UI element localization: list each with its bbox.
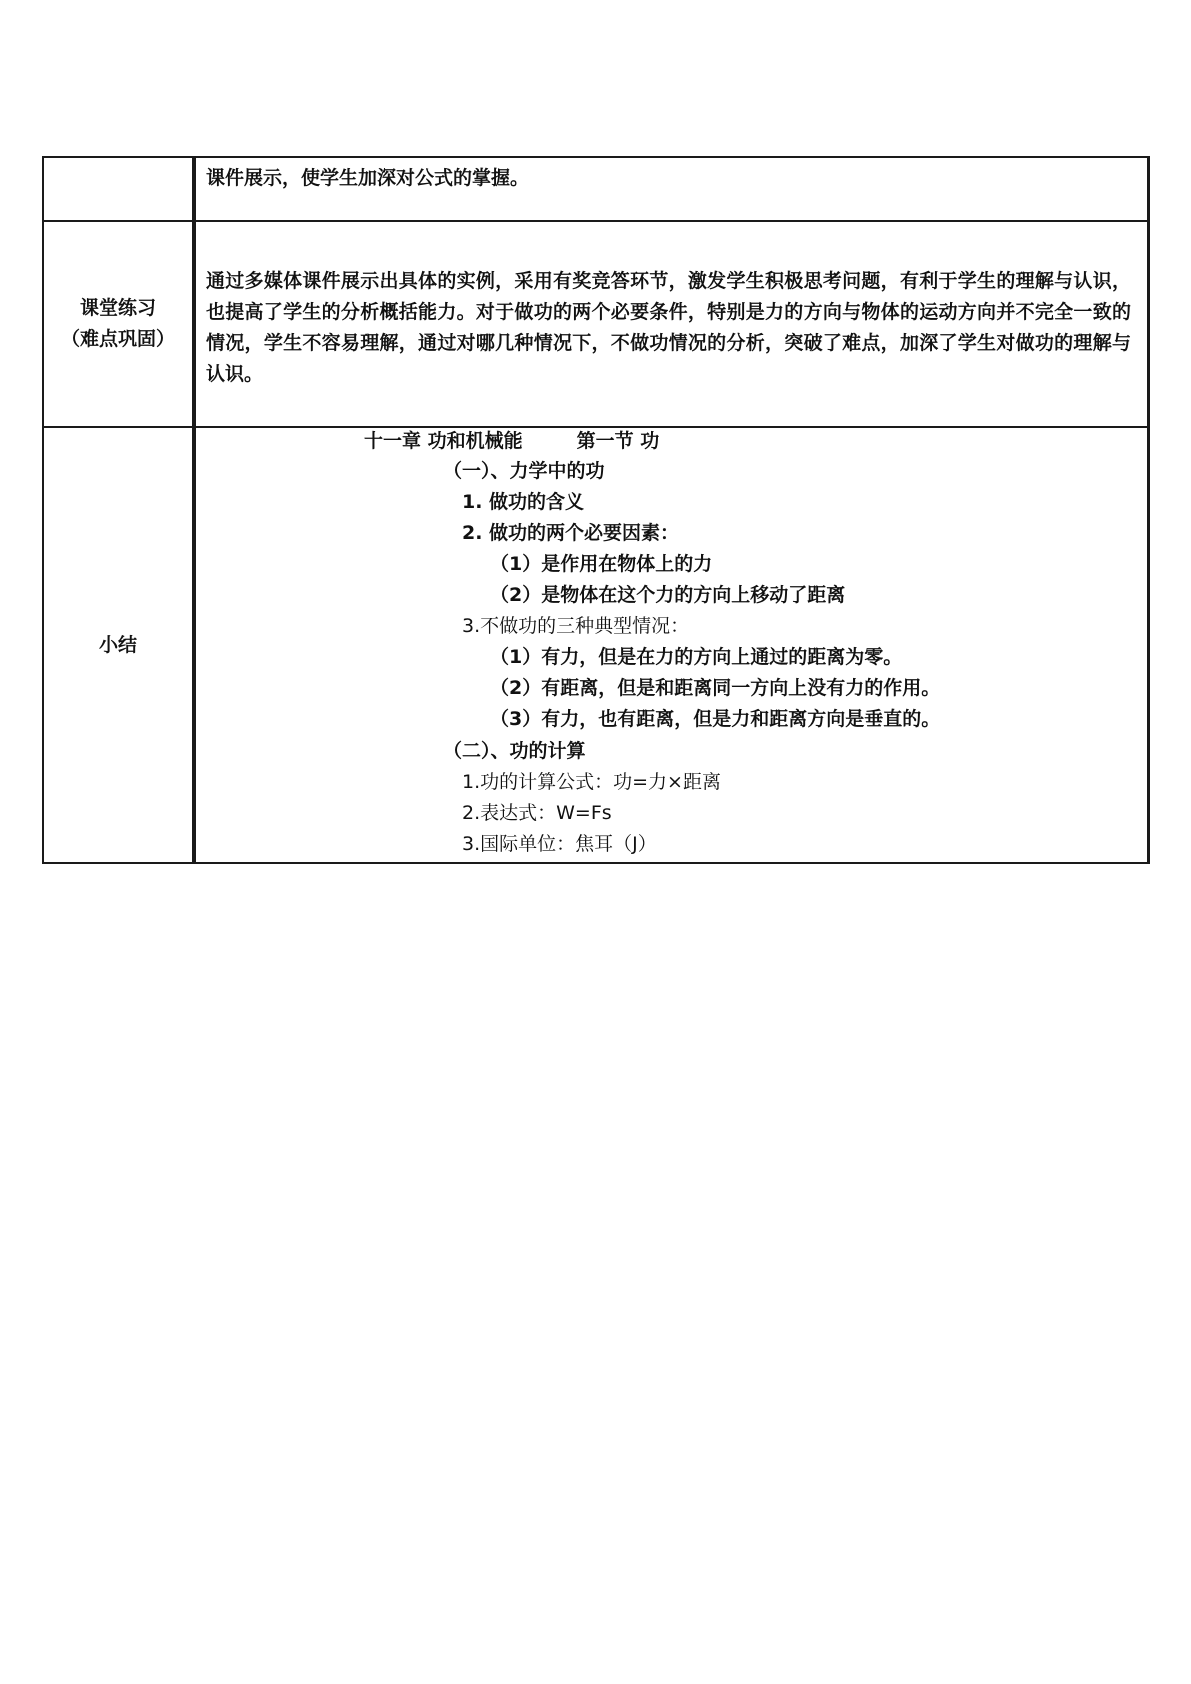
label-practice: 课堂练习: [79, 297, 156, 319]
summary-subitem: （2）是物体在这个力的方向上移动了距离: [490, 584, 846, 606]
summary-part2-heading: （二）、功的计算: [443, 740, 586, 762]
row-label-practice: [43, 221, 194, 427]
table-row: [43, 221, 1149, 427]
summary-item: 1.功的计算公式：功=力×距离: [462, 771, 721, 793]
summary-subitem: （2）有距离，但是和距离同一方向上没有力的作用。: [490, 677, 941, 699]
courseware-text: 课件展示，使学生加深对公式的掌握。: [206, 167, 530, 189]
row-label-summary: [43, 427, 194, 863]
summary-item: 2.表达式：W=Fs: [462, 802, 612, 824]
practice-text: 通过多媒体课件展示出具体的实例，采用有奖竞答环节，激发学生积极思考问题，有利于学生的理解与认识，也提高了学生的分析概括能力。对于做功的两个必要条件，特别是力的方向与物体的运动方向并不完全一致的情况，学生不容易理解，通过对哪几种情况下，不做功情况的分析，突破了难点，加深了学生对做功的理解与认识。: [206, 270, 1131, 385]
summary-section: 第一节 功: [576, 430, 660, 452]
summary-item: 3.不做功的三种典型情况：: [462, 615, 690, 637]
label-summary: 小结: [98, 633, 137, 656]
summary-title: [364, 428, 659, 454]
table-row: [43, 157, 1149, 221]
content-cell: [194, 157, 1149, 221]
summary-subitem: （1）有力，但是在力的方向上通过的距离为零。: [490, 646, 903, 668]
summary-item: 1. 做功的含义: [462, 491, 585, 513]
summary-chapter: 十一章 功和机械能: [364, 430, 523, 452]
table-row: [43, 427, 1149, 863]
summary-subitem: （1）是作用在物体上的力: [490, 553, 713, 575]
content-cell: [194, 221, 1149, 427]
content-cell: [194, 427, 1149, 863]
summary-item: 3.国际单位：焦耳（J）: [462, 833, 657, 855]
summary-outline: [196, 428, 1147, 862]
summary-part1-heading: （一）、力学中的功: [443, 460, 605, 482]
lesson-plan-table: [42, 156, 1150, 864]
summary-item: 2. 做功的两个必要因素：: [462, 522, 680, 544]
row-label-empty: [43, 157, 194, 221]
summary-subitem: （3）有力，也有距离，但是力和距离方向是垂直的。: [490, 708, 941, 730]
label-difficulty: （难点巩固）: [60, 328, 175, 350]
